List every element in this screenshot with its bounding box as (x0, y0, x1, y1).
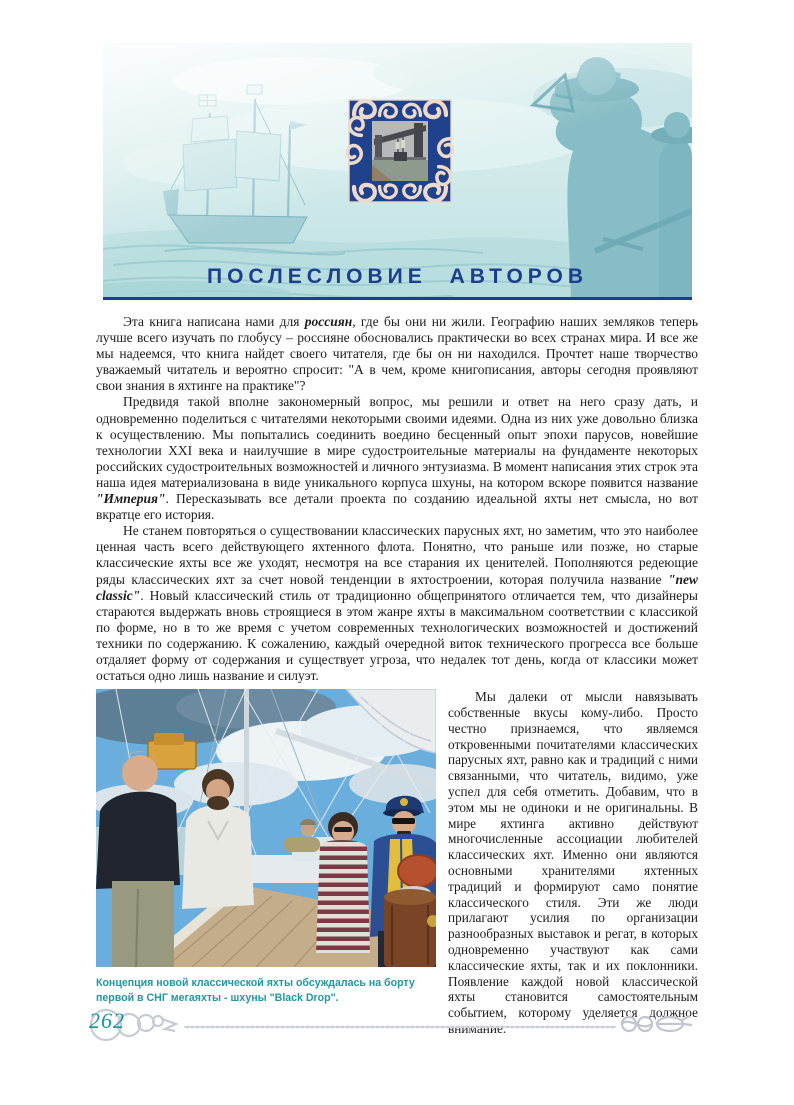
paragraph-1-text: Эта книга написана нами для (123, 314, 305, 329)
paragraph-1 (96, 314, 698, 394)
paragraph-2-text: Предвидя такой вполне закономерный вопрос, мы решили и ответ на него сразу дать, и одновременно поделиться с читателями некоторыми своими идеями. Одна из них уже довольно близка к осуществлению. Мы попытались соединить воедино бесценный опыт эпохи парусов, новейшие технологии XXI века и наилучшие в мире судостроительные материалы на фундаменте некоторых российских судостроительных возможностей и личного энтузиазма. В момент написания этих строк эта наша идея материализована в виде уникального корпуса шхуны, на котором вскоре появится название (96, 394, 698, 490)
text-column (448, 689, 698, 1037)
body-text (96, 314, 698, 1037)
knot-icon (622, 1016, 692, 1031)
paragraph-3-rest: . Новый классический стиль от традиционно общепринятого отличается тем, что дизайнеры стараются выдержать вновь строящиеся в этом жанре яхты в максимальном соответствии с классикой по форме, но в то же время с учетом современных технологических возможностей и достижений техники по содержанию. К сожалению, каждый очередной виток технического прогресса все больше отдаляет форму от содержания и существует угроза, что недалек тот день, когда от классики может остаться одно лишь название и силуэт. (96, 587, 698, 684)
paragraph-4: Мы далеки от мысли навязывать собственные вкусы кому-либо. Просто честно признаемся, что являемся откровенными почитателями классических парусных яхт, равно как и традиций с ними связанными, что читатель, видимо, уже успел для себя отметить. Добавим, что в этом мы не одиноки и не оригинальны. В мире яхтинга активно действуют многочисленные ассоциации любителей классических яхт. Именно они являются основными хранителями яхтенных традиций и формируют само понятие классического стиля. Эти же люди прилагают усилия по организации разнообразных выставок и регат, в которых одновременно участвуют как сами классические яхты, так и их поклонники. Появление каждой новой классической яхты становится самостоятельным событием, которому уделяется должное внимание. (448, 689, 698, 1036)
photo-column (96, 689, 436, 1037)
photo-caption: Концепция новой классической яхты обсуждалась на борту первой в СНГ мегаяхты - шхуны "Black Drop". (96, 977, 415, 1005)
paragraph-3-text: Не станем повторяться о существовании классических парусных яхт, но заметим, что это наиболее ценная часть всего действующего яхтенного флота. Понятно, что раньше или позже, но старые классические яхты все же уходят, несмотря на все старания их ценителей. Пополняются редеющие ряды классических яхт за счет новой тенденции в яхтостроении, которая получила название (96, 523, 698, 587)
paragraph-3 (96, 523, 698, 684)
chapter-header (103, 43, 692, 300)
emphasis-new-classic: "new classic" (96, 571, 698, 603)
emphasis-rossiyan: россиян (304, 314, 353, 329)
emphasis-imperia: "Империя" (96, 491, 166, 507)
paragraph-1-rest: , где бы они ни жили. Географию наших земляков теперь лучше всего изучать по глобусу – россияне обосновались практически во всех странах мира. И все же мы надеемся, что книга найдет своего читателя, где бы он ни находился. Прочтет наше творчество уважаемый читатель и вероятно спросит: "А в чем, кроме книгописания, авторы сегодня проявляют свои знания в яхтинге на практике"? (96, 314, 698, 394)
paragraph-2-rest: . Пересказывать все детали проекта по созданию идеальной яхты нет смысла, но вот вкратце его история. (96, 491, 698, 523)
ornamental-frame-icon (342, 93, 458, 209)
bridge-photo (372, 121, 428, 181)
photo-and-text-columns (96, 689, 698, 1037)
page-number: 262 (89, 1008, 125, 1033)
page-footer (76, 1007, 698, 1047)
title-rule (103, 297, 692, 300)
yacht-deck-photo (96, 689, 436, 967)
page-title: ПОСЛЕСЛОВИЕ АВТОРОВ (206, 265, 589, 288)
paragraph-2 (96, 394, 698, 523)
rope-divider-icon (76, 1007, 698, 1047)
